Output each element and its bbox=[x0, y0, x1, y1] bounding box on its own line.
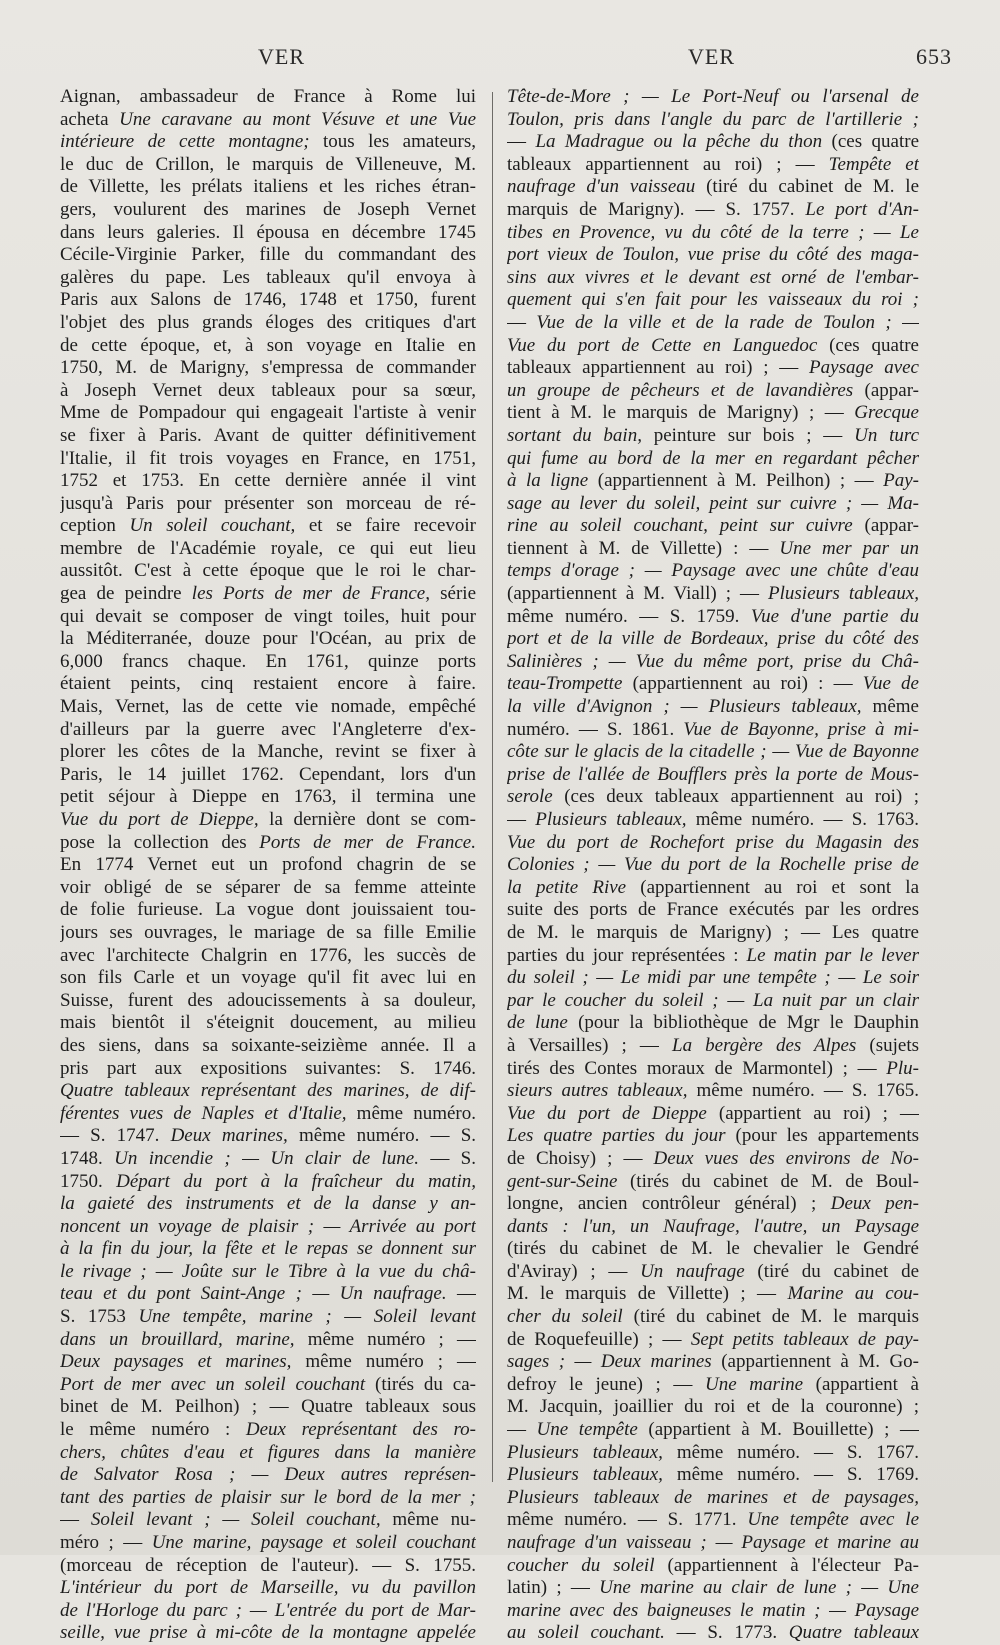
text-line: chers, chûtes d'eau et figures dans la manière bbox=[60, 1441, 476, 1463]
text-line: dans un brouillard, marine, même numéro ; — bbox=[60, 1328, 476, 1350]
text-line: sortant du bain, peinture sur bois ; — Un turc bbox=[507, 424, 919, 446]
text-line: teau et du pont Saint-Ange ; — Un naufrage. — bbox=[60, 1283, 476, 1305]
text-line: noncent un voyage de plaisir ; — Arrivée au port bbox=[60, 1215, 476, 1237]
text-line: du soleil ; — Le midi par une tempête ; — Le soir bbox=[507, 967, 919, 989]
text-line: Les quatre parties du jour (pour les appartements bbox=[507, 1125, 919, 1147]
text-line: M. le marquis de Villette) ; — Marine au cou- bbox=[507, 1283, 919, 1305]
text-line: Vue du port de Rochefort prise du Magasin des bbox=[507, 831, 919, 853]
text-line: — S. 1747. Deux marines, même numéro. — S. bbox=[60, 1125, 476, 1147]
text-line: rine au soleil couchant, peint sur cuivre (appar- bbox=[507, 515, 919, 537]
text-line: port et de la ville de Bordeaux, prise du côté des bbox=[507, 628, 919, 650]
text-line: plorer les côtes de la Manche, revint se fixer à bbox=[60, 741, 476, 763]
text-line: naufrage d'un vaisseau (tiré du cabinet de M. le bbox=[507, 176, 919, 198]
text-line: Paris aux Salons de 1746, 1748 et 1750, furent bbox=[60, 289, 476, 311]
text-line: cher du soleil (tiré du cabinet de M. le marquis bbox=[507, 1306, 919, 1328]
text-line: qui devait se composer de vingt toiles, huit pour bbox=[60, 605, 476, 627]
text-line: quement qui s'en fait pour les vaisseaux du roi ; bbox=[507, 289, 919, 311]
text-line: tibes en Provence, vu du côté de la terre ; — Le bbox=[507, 221, 919, 243]
left-column bbox=[60, 86, 476, 1645]
text-line: intérieure de cette montagne; tous les amateurs, bbox=[60, 131, 476, 153]
text-line: dans leurs galeries. Il épousa en décembre 1745 bbox=[60, 221, 476, 243]
text-line: numéro. — S. 1861. Vue de Bayonne, prise à mi- bbox=[507, 718, 919, 740]
text-line: L'intérieur du port de Marseille, vu du pavillon bbox=[60, 1577, 476, 1599]
text-line: de folie furieuse. La vogue dont jouissaient tou- bbox=[60, 899, 476, 921]
text-line: l'Italie, il fit trois voyages en France, en 1751, bbox=[60, 447, 476, 469]
text-line: se fixer à Paris. Avant de quitter définitivement bbox=[60, 424, 476, 446]
text-line: — Une tempête (appartient à M. Bouillette) ; — bbox=[507, 1419, 919, 1441]
text-line: Mme de Pompadour qui engageait l'artiste à venir bbox=[60, 402, 476, 424]
text-line: Mais, Vernet, las de cette vie nomade, empêché bbox=[60, 696, 476, 718]
text-line: d'ailleurs par la guerre avec l'Angleterre d'ex- bbox=[60, 718, 476, 740]
text-line: au soleil couchant. — S. 1773. Quatre tableaux bbox=[507, 1622, 919, 1644]
text-line: membre de l'Académie royale, ce qui eut lieu bbox=[60, 537, 476, 559]
text-line: marine avec des baigneuses le matin ; — Paysage bbox=[507, 1599, 919, 1621]
text-line: Plusieurs tableaux, même numéro. — S. 1769. bbox=[507, 1464, 919, 1486]
text-line: Tête-de-More ; — Le Port-Neuf ou l'arsenal de bbox=[507, 86, 919, 107]
text-line: galères du pape. Les tableaux qu'il envoya à bbox=[60, 266, 476, 288]
text-line: 6,000 francs chaque. En 1761, quinze ports bbox=[60, 650, 476, 672]
text-line: de l'Horloge du parc ; — L'entrée du port de Mar- bbox=[60, 1599, 476, 1621]
text-line: marquis de Marigny). — S. 1757. Le port d'An- bbox=[507, 198, 919, 220]
text-line: tableaux appartiennent au roi) ; — Tempête et bbox=[507, 153, 919, 175]
text-line: parties du jour représentées : Le matin par le lever bbox=[507, 944, 919, 966]
text-line: la ville d'Avignon ; — Plusieurs tableaux, même bbox=[507, 696, 919, 718]
text-line: un groupe de pêcheurs et de lavandières (appar- bbox=[507, 379, 919, 401]
text-line: seille, vue prise à mi-côte de la montagne appelée bbox=[60, 1622, 476, 1644]
text-line: tiennent à M. de Villette) : — Une mer par un bbox=[507, 537, 919, 559]
running-head-left: VER bbox=[258, 44, 305, 69]
text-line: tient à M. le marquis de Marigny) ; — Grecque bbox=[507, 402, 919, 424]
text-line: (tirés du cabinet de M. le chevalier le Gendré bbox=[507, 1238, 919, 1260]
text-line: longne, ancien contrôleur général) ; Deux pen- bbox=[507, 1193, 919, 1215]
text-line: le duc de Crillon, le marquis de Villeneuve, M. bbox=[60, 153, 476, 175]
text-line: (appartiennent à M. Viall) ; — Plusieurs tableaux, bbox=[507, 583, 919, 605]
text-line: serole (ces deux tableaux appartiennent au roi) ; bbox=[507, 786, 919, 808]
text-line: Vue du port de Dieppe, la dernière dont se com- bbox=[60, 809, 476, 830]
text-line: de Salvator Rosa ; — Deux autres représen- bbox=[60, 1464, 476, 1486]
text-line: tant des parties de plaisir sur le bord de la mer ; bbox=[60, 1486, 476, 1508]
text-line: côte sur le glacis de la citadelle ; — Vue de Bayonne bbox=[507, 741, 919, 763]
text-line: pose la collection des Ports de mer de France. bbox=[60, 831, 476, 853]
text-line: la gaieté des instruments et de la danse y an- bbox=[60, 1193, 476, 1215]
text-line: même numéro. — S. 1771. Une tempête avec le bbox=[507, 1509, 919, 1531]
text-line: 1752 et 1753. En cette dernière année il vint bbox=[60, 470, 476, 492]
text-line: sages ; — Deux marines (appartiennent à M. Go- bbox=[507, 1351, 919, 1373]
text-line: naufrage d'un vaisseau ; — Paysage et marine au bbox=[507, 1532, 919, 1553]
text-line: mais bientôt il s'éteignit doucement, au milieu bbox=[60, 1012, 476, 1034]
text-line: — La Madrague ou la pêche du thon (ces quatre bbox=[507, 131, 919, 153]
text-line: à la fin du jour, la fête et le repas se donnent sur bbox=[60, 1238, 476, 1260]
text-line: Cécile-Virginie Parker, fille du commandant des bbox=[60, 244, 476, 266]
right-column bbox=[507, 86, 919, 1645]
text-line: Salinières ; — Vue du même port, prise du Châ- bbox=[507, 650, 919, 672]
text-line: port vieux de Toulon, vue prise du côté des maga- bbox=[507, 244, 919, 266]
text-line: — Plusieurs tableaux, même numéro. — S. 1763. bbox=[507, 809, 919, 830]
text-line: 1750, M. de Marigny, s'empressa de commander bbox=[60, 357, 476, 379]
text-line: de lune (pour la bibliothèque de Mgr le Dauphin bbox=[507, 1012, 919, 1034]
text-line: Plusieurs tableaux, même numéro. — S. 1767. bbox=[507, 1441, 919, 1463]
text-line: de M. le marquis de Marigny) ; — Les quatre bbox=[507, 921, 919, 943]
text-line: qui fume au bord de la mer en regardant pêcher bbox=[507, 447, 919, 469]
text-line: Deux paysages et marines, même numéro ; — bbox=[60, 1351, 476, 1373]
text-line: la Méditerranée, douze pour l'Océan, au prix de bbox=[60, 628, 476, 650]
text-line: aussitôt. C'est à cette époque que le roi le char- bbox=[60, 560, 476, 582]
text-line: En 1774 Vernet eut un profond chagrin de se bbox=[60, 854, 476, 876]
text-line: son fils Carle et un voyage qu'il fit avec lui en bbox=[60, 967, 476, 989]
text-line: sins aux vivres et le devant est orné de l'embar- bbox=[507, 266, 919, 288]
text-line: — Soleil levant ; — Soleil couchant, même nu- bbox=[60, 1509, 476, 1531]
page-number: 653 bbox=[916, 44, 952, 69]
text-line: Quatre tableaux représentant des marines, de dif- bbox=[60, 1080, 476, 1102]
text-line: suite des ports de France exécutés par les ordres bbox=[507, 899, 919, 921]
text-line: Paris, le 14 juillet 1762. Cependant, lors d'un bbox=[60, 763, 476, 785]
text-line: sieurs autres tableaux, même numéro. — S. 1765. bbox=[507, 1080, 919, 1102]
text-line: de Choisy) ; — Deux vues des environs de No- bbox=[507, 1147, 919, 1169]
text-line: — Vue de la ville et de la rade de Toulon ; — bbox=[507, 311, 919, 333]
text-line: teau-Trompette (appartiennent au roi) : — Vue de bbox=[507, 673, 919, 695]
text-line: férentes vues de Naples et d'Italie, même numéro. bbox=[60, 1102, 476, 1124]
text-line: sage au lever du soleil, peint sur cuivre ; — Ma- bbox=[507, 492, 919, 514]
text-line: S. 1753 Une tempête, marine ; — Soleil levant bbox=[60, 1306, 476, 1328]
text-line: M. Jacquin, joaillier du roi et de la couronne) ; bbox=[507, 1396, 919, 1418]
text-line: latin) ; — Une marine au clair de lune ; — Une bbox=[507, 1577, 919, 1599]
text-line: coucher du soleil (appartiennent à l'électeur Pa- bbox=[507, 1554, 919, 1576]
text-line: gers, voulurent des marines de Joseph Vernet bbox=[60, 198, 476, 220]
text-line: defroy le jeune) ; — Une marine (appartient à bbox=[507, 1373, 919, 1395]
text-line: petit séjour à Dieppe en 1763, il termina une bbox=[60, 786, 476, 808]
text-line: dants : l'un, un Naufrage, l'autre, un Paysage bbox=[507, 1215, 919, 1237]
column-divider bbox=[492, 92, 493, 1482]
text-line: gea de peindre les Ports de mer de France, série bbox=[60, 583, 476, 605]
text-line: 1750. Départ du port à la fraîcheur du matin, bbox=[60, 1170, 476, 1192]
text-line: étaient peints, cinq restaient encore à faire. bbox=[60, 673, 476, 695]
text-line: le même numéro : Deux représentant des ro- bbox=[60, 1419, 476, 1441]
text-line: (morceau de réception de l'auteur). — S. 1755. bbox=[60, 1554, 476, 1576]
text-line: tirés des Contes moraux de Marmontel) ; — Plu- bbox=[507, 1057, 919, 1079]
text-line: tableaux appartiennent au roi) ; — Paysage avec bbox=[507, 357, 919, 379]
text-line: de cette époque, et, à son voyage en Italie en bbox=[60, 334, 476, 356]
text-line: méro ; — Une marine, paysage et soleil couchant bbox=[60, 1532, 476, 1553]
text-line: par le coucher du soleil ; — La nuit par un clair bbox=[507, 989, 919, 1011]
text-line: Aignan, ambassadeur de France à Rome lui bbox=[60, 86, 476, 107]
text-line: voir obligé de se séparer de sa femme atteinte bbox=[60, 876, 476, 898]
text-line: binet de M. Peilhon) ; — Quatre tableaux sous bbox=[60, 1396, 476, 1418]
text-line: acheta Une caravane au mont Vésuve et une Vue bbox=[60, 108, 476, 130]
text-line: 1748. Un incendie ; — Un clair de lune. — S. bbox=[60, 1147, 476, 1169]
text-line: Toulon, pris dans l'angle du parc de l'artillerie ; bbox=[507, 108, 919, 130]
text-line: Vue du port de Dieppe (appartient au roi) ; — bbox=[507, 1102, 919, 1124]
text-line: à la ligne (appartiennent à M. Peilhon) ; — Pay- bbox=[507, 470, 919, 492]
text-line: Plusieurs tableaux de marines et de paysages, bbox=[507, 1486, 919, 1508]
text-line: pris part aux expositions suivantes: S. 1746. bbox=[60, 1057, 476, 1079]
text-line: la petite Rive (appartiennent au roi et sont la bbox=[507, 876, 919, 898]
text-line: gent-sur-Seine (tirés du cabinet de M. de Boul- bbox=[507, 1170, 919, 1192]
text-line: jusqu'à Paris pour présenter son morceau de ré- bbox=[60, 492, 476, 514]
text-line: avec l'architecte Chalgrin en 1776, les succès de bbox=[60, 944, 476, 966]
text-line: de Villette, les prélats italiens et les riches étran- bbox=[60, 176, 476, 198]
text-line: Colonies ; — Vue du port de la Rochelle prise de bbox=[507, 854, 919, 876]
text-line: d'Aviray) ; — Un naufrage (tiré du cabinet de bbox=[507, 1260, 919, 1282]
text-line: à Versailles) ; — La bergère des Alpes (sujets bbox=[507, 1034, 919, 1056]
text-line: le rivage ; — Joûte sur le Tibre à la vue du châ- bbox=[60, 1260, 476, 1282]
text-line: jours ses ouvrages, le mariage de sa fille Emilie bbox=[60, 921, 476, 943]
text-line: à Joseph Vernet deux tableaux pour sa sœur, bbox=[60, 379, 476, 401]
text-line: Port de mer avec un soleil couchant (tirés du ca- bbox=[60, 1373, 476, 1395]
text-line: Vue du port de Cette en Languedoc (ces quatre bbox=[507, 334, 919, 356]
text-line: Suisse, furent des adoucissements à sa douleur, bbox=[60, 989, 476, 1011]
text-line: même numéro. — S. 1759. Vue d'une partie du bbox=[507, 605, 919, 627]
text-line: temps d'orage ; — Paysage avec une chûte d'eau bbox=[507, 560, 919, 582]
text-line: des siens, dans sa soixante-seizième année. Il a bbox=[60, 1034, 476, 1056]
text-line: de Roquefeuille) ; — Sept petits tableaux de pay- bbox=[507, 1328, 919, 1350]
text-line: prise de l'allée de Boufflers près la porte de Mous- bbox=[507, 763, 919, 785]
running-head-right: VER bbox=[688, 44, 735, 69]
text-line: ception Un soleil couchant, et se faire recevoir bbox=[60, 515, 476, 537]
text-line: l'objet des plus grands éloges des critiques d'art bbox=[60, 311, 476, 333]
